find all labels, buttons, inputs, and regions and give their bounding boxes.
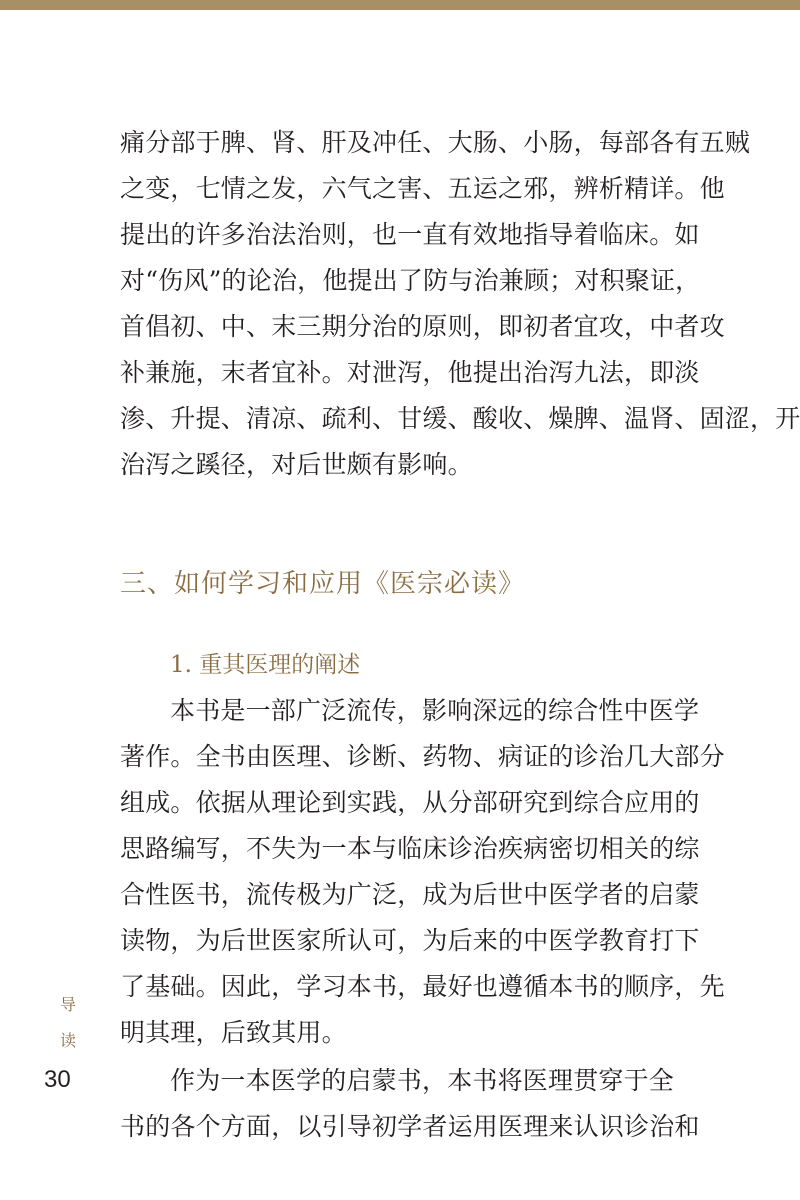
text-line: 读物，为后世医家所认可，为后来的中医学教育打下 <box>120 926 700 955</box>
text-line: 本书是一部广泛流传，影响深远的综合性中医学 <box>170 696 700 725</box>
text-line: 渗、升提、清凉、疏利、甘缓、酸收、燥脾、温肾、固涩，开 <box>120 404 800 433</box>
text-line: 思路编写，不失为一本与临床诊治疾病密切相关的综 <box>120 834 700 863</box>
page-content <box>120 120 800 1150</box>
text-line: 提出的许多治法治则，也一直有效地指导着临床。如 <box>120 220 700 249</box>
text-line: 之变，七情之发，六气之害、五运之邪，辨析精详。他 <box>120 174 725 203</box>
text-line: 组成。依据从理论到实践，从分部研究到综合应用的 <box>120 788 700 817</box>
paragraph-1 <box>120 120 800 488</box>
paragraph-2 <box>120 688 725 1056</box>
text-line: 痛分部于脾、肾、肝及冲任、大肠、小肠，每部各有五贼 <box>120 128 751 157</box>
margin-section-label: 导 <box>59 995 76 1014</box>
text-line: 著作。全书由医理、诊断、药物、病证的诊治几大部分 <box>120 742 725 771</box>
top-decorative-bar <box>0 0 800 10</box>
text-line: 明其理，后致其用。 <box>120 1018 347 1047</box>
text-line: 作为一本医学的启蒙书，本书将医理贯穿于全 <box>170 1066 675 1095</box>
margin-section-label: 读 <box>59 1031 76 1050</box>
text-line: 合性医书，流传极为广泛，成为后世中医学者的启蒙 <box>120 880 700 909</box>
text-line: 书的各个方面，以引导初学者运用医理来认识诊治和 <box>120 1112 700 1141</box>
text-line: 对“伤风”的论治，他提出了防与治兼顾；对积聚证， <box>120 266 701 295</box>
section-heading: 三、如何学习和应用《医宗必读》 <box>120 569 526 599</box>
text-line: 首倡初、中、末三期分治的原则，即初者宜攻，中者攻 <box>120 312 725 341</box>
text-line: 治泻之蹊径，对后世颇有影响。 <box>120 450 473 479</box>
subsection-heading: 1. 重其医理的阐述 <box>170 652 361 678</box>
text-line: 补兼施，末者宜补。对泄泻，他提出治泻九法，即淡 <box>120 358 700 387</box>
paragraph-3 <box>120 1058 700 1150</box>
page-number: 30 <box>44 1066 71 1093</box>
text-line: 了基础。因此，学习本书，最好也遵循本书的顺序，先 <box>120 972 725 1001</box>
